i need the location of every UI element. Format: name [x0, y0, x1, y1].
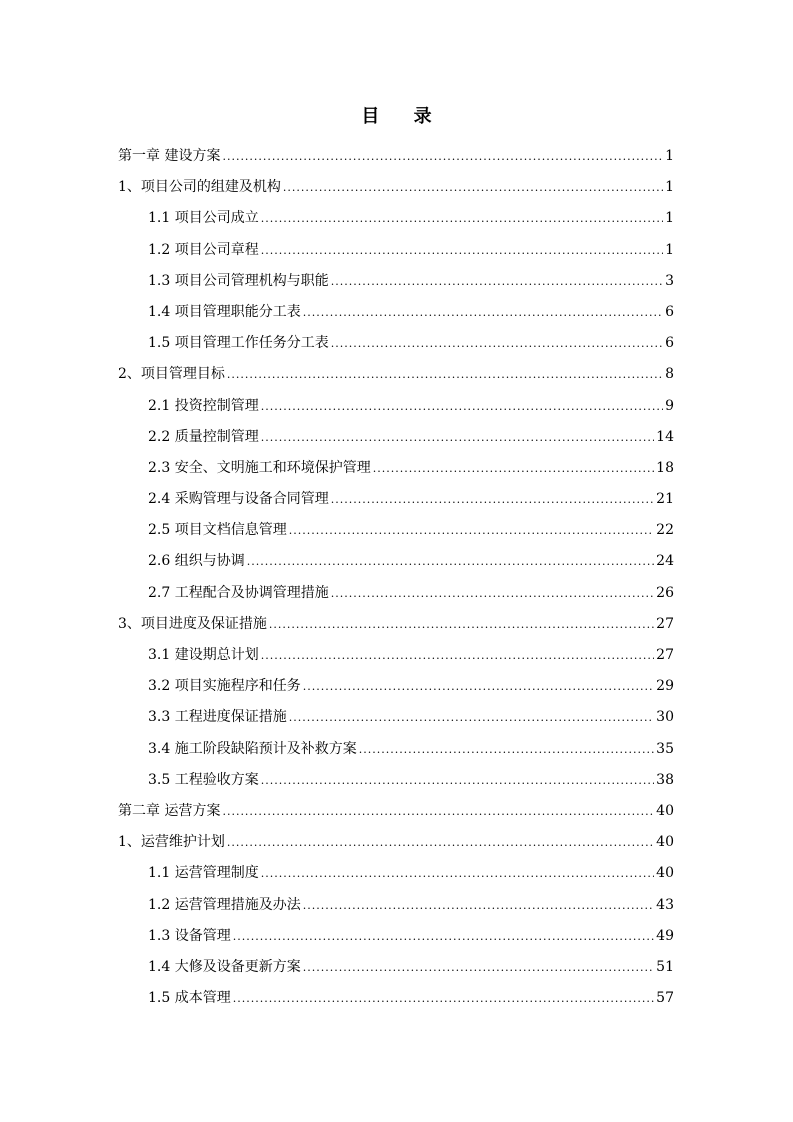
toc-entry-label: 3.4 施工阶段缺陷预计及补救方案: [148, 740, 357, 757]
toc-entry[interactable]: [118, 702, 674, 733]
toc-entry-label: 1.2 运营管理措施及办法: [148, 896, 301, 913]
toc-entry-label: 1.1 运营管理制度: [148, 865, 259, 882]
toc-entry-page-number: 6: [665, 303, 674, 320]
dot-leader: [303, 890, 654, 921]
toc-entry-label: 3.5 工程验收方案: [148, 771, 259, 788]
dot-leader: [261, 391, 663, 422]
toc-entry-label: 1.3 设备管理: [148, 927, 231, 944]
dot-leader: [269, 609, 654, 640]
toc-entry-label: 3.2 项目实施程序和任务: [148, 678, 301, 695]
toc-entry[interactable]: [118, 172, 674, 203]
toc-entry[interactable]: [118, 796, 674, 827]
toc-entry[interactable]: [118, 141, 674, 172]
toc-entry-label: 第一章 建设方案: [118, 148, 221, 164]
dot-leader: [359, 734, 654, 765]
toc-entry-page-number: 22: [656, 522, 674, 539]
dot-leader: [331, 266, 663, 297]
toc-entry-label: 3.1 建设期总计划: [148, 647, 259, 663]
dot-leader: [303, 952, 654, 983]
dot-leader: [222, 796, 654, 827]
toc-entry-page-number: 1: [665, 210, 674, 227]
toc-entry-page-number: 30: [656, 709, 674, 726]
toc-entry[interactable]: [118, 515, 674, 546]
toc-list: [118, 141, 674, 1014]
toc-entry[interactable]: [118, 609, 674, 640]
toc-entry-label: 第二章 运营方案: [118, 802, 221, 819]
dot-leader: [289, 515, 654, 546]
dot-leader: [233, 983, 654, 1014]
toc-entry-page-number: 1: [665, 179, 674, 196]
dot-leader: [261, 858, 654, 889]
dot-leader: [222, 141, 663, 172]
toc-entry-page-number: 1: [665, 241, 674, 258]
toc-entry[interactable]: [118, 546, 674, 577]
dot-leader: [303, 297, 663, 328]
toc-entry-label: 2、项目管理目标: [118, 366, 225, 383]
dot-leader: [261, 235, 663, 266]
dot-leader: [227, 827, 654, 858]
toc-entry-page-number: 24: [656, 553, 674, 570]
toc-entry[interactable]: [118, 453, 674, 484]
toc-entry[interactable]: [118, 858, 674, 889]
toc-entry-page-number: 9: [665, 397, 674, 414]
toc-entry[interactable]: [118, 297, 674, 328]
toc-entry[interactable]: [118, 983, 674, 1014]
dot-leader: [331, 484, 654, 515]
toc-entry-page-number: 18: [656, 459, 674, 476]
toc-entry-label: 1.5 项目管理工作任务分工表: [148, 335, 329, 352]
toc-entry[interactable]: [118, 765, 674, 796]
toc-entry-label: 1、运营维护计划: [118, 834, 225, 851]
dot-leader: [303, 671, 654, 702]
dot-leader: [283, 172, 663, 203]
toc-entry-label: 2.3 安全、文明施工和环境保护管理: [148, 459, 371, 476]
toc-entry-page-number: 8: [665, 366, 674, 383]
toc-entry[interactable]: [118, 734, 674, 765]
toc-entry-label: 2.2 质量控制管理: [148, 428, 259, 445]
toc-entry-page-number: 51: [656, 958, 674, 975]
dot-leader: [227, 359, 663, 390]
toc-entry-label: 1.1 项目公司成立: [148, 210, 259, 227]
toc-entry[interactable]: [118, 266, 674, 297]
toc-entry-page-number: 40: [656, 802, 674, 819]
toc-entry[interactable]: [118, 921, 674, 952]
toc-entry-page-number: 3: [665, 272, 674, 289]
toc-entry-label: 1、项目公司的组建及机构: [118, 179, 281, 196]
dot-leader: [331, 578, 654, 609]
toc-entry-label: 1.4 项目管理职能分工表: [148, 303, 301, 320]
toc-entry[interactable]: [118, 890, 674, 921]
toc-entry-page-number: 43: [656, 896, 674, 913]
dot-leader: [233, 921, 654, 952]
toc-title: 目 录: [361, 106, 446, 127]
toc-entry-page-number: 29: [656, 678, 674, 695]
toc-entry-page-number: 40: [656, 865, 674, 882]
toc-entry[interactable]: [118, 640, 674, 671]
toc-entry-label: 3、项目进度及保证措施: [118, 615, 267, 632]
toc-entry[interactable]: [118, 391, 674, 422]
dot-leader: [261, 640, 654, 671]
toc-entry-label: 2.1 投资控制管理: [148, 397, 259, 414]
toc-entry-page-number: 27: [656, 615, 674, 632]
toc-entry-label: 2.4 采购管理与设备合同管理: [148, 491, 329, 508]
toc-entry-label: 1.2 项目公司章程: [148, 241, 259, 258]
toc-entry[interactable]: [118, 359, 674, 390]
toc-entry[interactable]: [118, 952, 674, 983]
dot-leader: [261, 203, 663, 234]
toc-entry[interactable]: [118, 422, 674, 453]
toc-entry-page-number: 26: [656, 584, 674, 601]
toc-entry-label: 1.3 项目公司管理机构与职能: [148, 272, 329, 289]
dot-leader: [247, 546, 654, 577]
toc-entry-page-number: 21: [656, 491, 674, 508]
toc-entry[interactable]: [118, 578, 674, 609]
dot-leader: [261, 422, 654, 453]
toc-entry-label: 2.5 项目文档信息管理: [148, 522, 287, 539]
toc-entry-page-number: 35: [656, 740, 674, 757]
toc-entry-page-number: 6: [665, 335, 674, 352]
toc-entry-label: 1.4 大修及设备更新方案: [148, 958, 301, 975]
toc-entry[interactable]: [118, 328, 674, 359]
dot-leader: [289, 702, 654, 733]
toc-entry[interactable]: [118, 484, 674, 515]
toc-entry-page-number: 57: [656, 990, 674, 1007]
toc-entry-page-number: 49: [656, 927, 674, 944]
dot-leader: [261, 765, 654, 796]
toc-entry-page-number: 1: [665, 148, 674, 164]
toc-entry-label: 3.3 工程进度保证措施: [148, 709, 287, 726]
dot-leader: [331, 328, 663, 359]
toc-entry[interactable]: [118, 203, 674, 234]
toc-entry-page-number: 38: [656, 771, 674, 788]
toc-entry[interactable]: [118, 827, 674, 858]
toc-entry[interactable]: [118, 671, 674, 702]
toc-entry-page-number: 27: [656, 647, 674, 663]
toc-entry-label: 2.6 组织与协调: [148, 553, 245, 570]
toc-entry-label: 2.7 工程配合及协调管理措施: [148, 584, 329, 601]
dot-leader: [373, 453, 654, 484]
toc-entry[interactable]: [118, 235, 674, 266]
toc-entry-page-number: 14: [656, 428, 674, 445]
toc-entry-page-number: 40: [656, 834, 674, 851]
toc-entry-label: 1.5 成本管理: [148, 990, 231, 1007]
